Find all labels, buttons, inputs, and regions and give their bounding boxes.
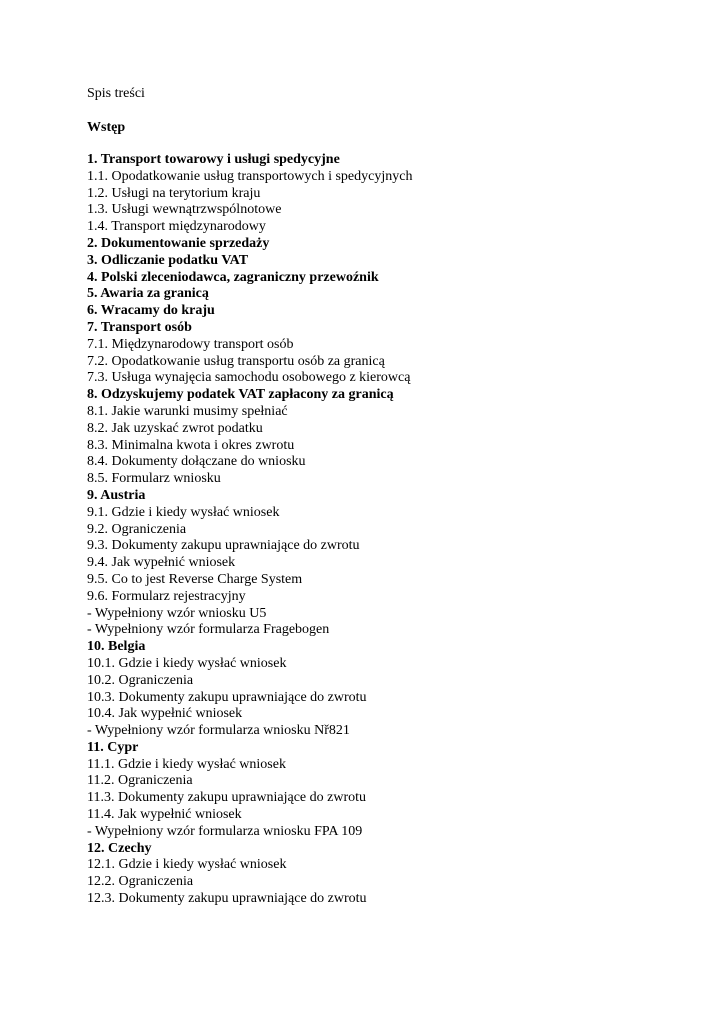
toc-entry: 7.2. Opodatkowanie usług transportu osób za granicą	[87, 353, 385, 369]
toc-entry: 9.1. Gdzie i kiedy wysłać wniosek	[87, 504, 280, 520]
toc-chapter: 10. Belgia	[87, 639, 146, 655]
toc-entry: 12.3. Dokumenty zakupu uprawniające do zwrotu	[87, 891, 367, 907]
toc-entry: 10.3. Dokumenty zakupu uprawniające do zwrotu	[87, 689, 367, 705]
toc-entry: 1.1. Opodatkowanie usług transportowych i spedycyjnych	[87, 168, 413, 184]
toc-chapter: 5. Awaria za granicą	[87, 286, 209, 302]
table-of-contents	[87, 152, 412, 908]
toc-entry: 10.2. Ograniczenia	[87, 672, 194, 688]
toc-intro: Wstęp	[87, 120, 126, 135]
toc-entry: 12.1. Gdzie i kiedy wysłać wniosek	[87, 857, 287, 873]
toc-chapter: 11. Cypr	[87, 739, 139, 755]
toc-entry: 11.2. Ograniczenia	[87, 773, 193, 789]
toc-entry: - Wypełniony wzór formularza wniosku FPA 109	[87, 823, 363, 839]
toc-entry: 11.1. Gdzie i kiedy wysłać wniosek	[87, 756, 286, 772]
toc-entry: 8.2. Jak uzyskać zwrot podatku	[87, 420, 263, 436]
toc-entry: 12.2. Ograniczenia	[87, 874, 194, 890]
toc-entry: 7.3. Usługa wynajęcia samochodu osobowego z kierowcą	[87, 370, 411, 386]
toc-entry: 9.6. Formularz rejestracyjny	[87, 588, 246, 604]
toc-entry: 9.4. Jak wypełnić wniosek	[87, 555, 236, 571]
toc-chapter: 6. Wracamy do kraju	[87, 303, 215, 319]
toc-entry: 10.4. Jak wypełnić wniosek	[87, 706, 243, 722]
toc-entry: 8.3. Minimalna kwota i okres zwrotu	[87, 437, 295, 453]
toc-chapter: 7. Transport osób	[87, 319, 192, 335]
toc-entry: 11.3. Dokumenty zakupu uprawniające do zwrotu	[87, 790, 367, 806]
toc-entry: 9.3. Dokumenty zakupu uprawniające do zwrotu	[87, 538, 360, 554]
toc-entry: - Wypełniony wzór formularza Fragebogen	[87, 622, 330, 638]
toc-heading: Spis treści	[87, 86, 145, 101]
toc-chapter: 9. Austria	[87, 487, 146, 503]
toc-entry: 11.4. Jak wypełnić wniosek	[87, 807, 242, 823]
toc-chapter: 2. Dokumentowanie sprzedaży	[87, 235, 270, 251]
toc-entry: - Wypełniony wzór wniosku U5	[87, 605, 267, 621]
toc-entry: 10.1. Gdzie i kiedy wysłać wniosek	[87, 655, 287, 671]
toc-chapter: 12. Czechy	[87, 840, 152, 856]
toc-chapter: 4. Polski zleceniodawca, zagraniczny przewoźnik	[87, 269, 379, 285]
toc-chapter: 1. Transport towarowy i usługi spedycyjne	[87, 152, 340, 167]
toc-entry: 9.2. Ograniczenia	[87, 521, 187, 537]
toc-entry: 1.3. Usługi wewnątrzwspólnotowe	[87, 202, 282, 218]
toc-chapter: 8. Odzyskujemy podatek VAT zapłacony za granicą	[87, 387, 394, 403]
toc-entry: 7.1. Międzynarodowy transport osób	[87, 336, 294, 352]
toc-entry: 8.5. Formularz wniosku	[87, 471, 221, 487]
toc-chapter: 3. Odliczanie podatku VAT	[87, 252, 249, 268]
toc-entry: - Wypełniony wzór formularza wniosku Nř821	[87, 723, 350, 739]
toc-entry: 9.5. Co to jest Reverse Charge System	[87, 571, 303, 587]
toc-entry: 1.4. Transport międzynarodowy	[87, 219, 266, 235]
toc-entry: 8.4. Dokumenty dołączane do wniosku	[87, 454, 306, 470]
toc-entry: 8.1. Jakie warunki musimy spełniać	[87, 403, 288, 419]
toc-entry: 1.2. Usługi na terytorium kraju	[87, 185, 261, 201]
